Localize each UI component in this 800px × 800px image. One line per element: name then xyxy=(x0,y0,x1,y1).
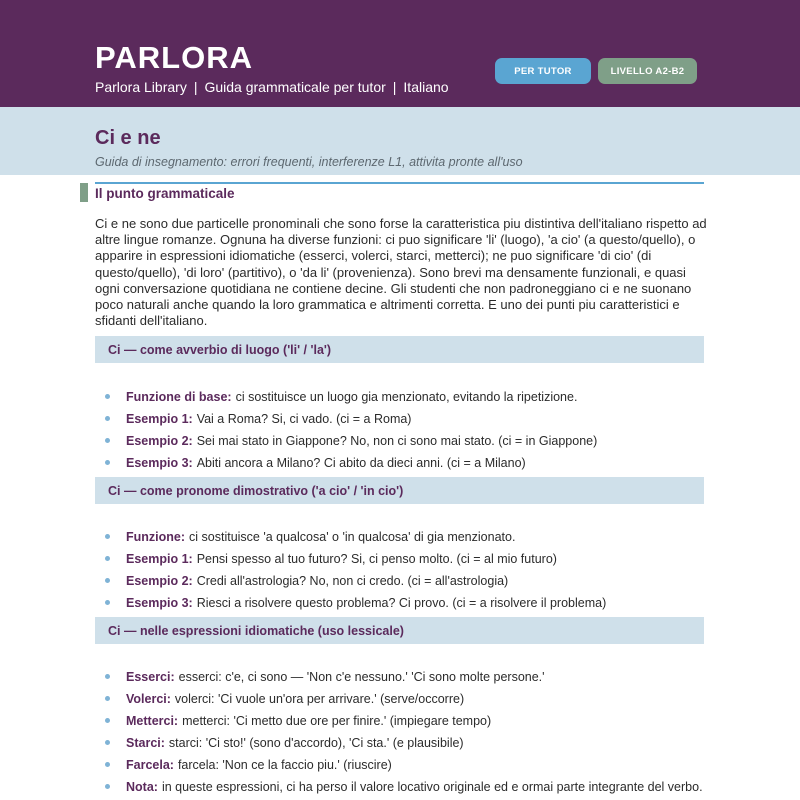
list-item xyxy=(105,390,705,405)
breadcrumb-separator: | xyxy=(193,79,198,95)
section-title: Il punto grammaticale xyxy=(95,186,235,201)
item-label: Esempio 1: xyxy=(126,552,193,566)
list-item xyxy=(105,780,705,795)
item-label: Funzione: xyxy=(126,530,186,544)
tutor-badge[interactable]: PER TUTOR xyxy=(495,58,591,84)
breadcrumb xyxy=(95,79,449,95)
list-item xyxy=(105,692,705,707)
item-label: Volerci: xyxy=(126,692,171,706)
item-text: Abiti ancora a Milano? Ci abito da dieci anni. (ci = a Milano) xyxy=(196,456,526,470)
intro-paragraph: Ci e ne sono due particelle pronominali che sono forse la caratteristica piu distintiva dell'italiano rispetto ad altre lingue romanze. Ognuna ha diverse funzioni: ci puo significare 'li' (luogo), 'a cio' (a questo/quello), o apparire in espressioni idiomatiche (esserci, volerci, starci, metterci); ne puo significare 'di cio' (di questo/quello), 'di loro' (partitivo), o 'da li' (provenienza). Sono brevi ma densamente funzionali, e quasi ogni conversazione quotidiana ne contiene decine. Gli studenti che non padroneggiano ci e ne suonano poco naturali anche quando la loro grammatica e altrimenti corretta. E uno dei punti piu caratteristici e sfidanti dell'italiano. xyxy=(95,216,707,329)
list-item xyxy=(105,552,705,567)
item-text: starci: 'Ci sto!' (sono d'accordo), 'Ci sta.' (e plausibile) xyxy=(168,736,464,750)
breadcrumb-separator: | xyxy=(392,79,397,95)
item-text: Riesci a risolvere questo problema? Ci provo. (ci = a risolvere il problema) xyxy=(196,596,607,610)
bullet-icon xyxy=(105,416,110,421)
bullet-icon xyxy=(105,556,110,561)
bullet-icon xyxy=(105,696,110,701)
item-label: Farcela: xyxy=(126,758,174,772)
page-subtitle: Guida di insegnamento: errori frequenti, interferenze L1, attivita pronte all'uso xyxy=(95,155,523,169)
list-item xyxy=(105,758,705,773)
list-item xyxy=(105,736,705,751)
subsection-heading-ci-dimostrativo: Ci — come pronome dimostrativo ('a cio' / 'in cio') xyxy=(95,477,704,504)
section-divider xyxy=(95,182,704,184)
breadcrumb-library[interactable]: Parlora Library xyxy=(95,79,187,95)
list-item xyxy=(105,434,705,449)
level-badge[interactable]: LIVELLO A2-B2 xyxy=(598,58,697,84)
item-text: volerci: 'Ci vuole un'ora per arrivare.' (serve/occorre) xyxy=(174,692,465,706)
bullet-icon xyxy=(105,762,110,767)
bullet-icon xyxy=(105,784,110,789)
bullet-icon xyxy=(105,394,110,399)
item-label: Esempio 1: xyxy=(126,412,193,426)
bullet-icon xyxy=(105,534,110,539)
item-label: Nota: xyxy=(126,780,158,794)
item-text: Vai a Roma? Si, ci vado. (ci = a Roma) xyxy=(196,412,412,426)
item-label: Esempio 3: xyxy=(126,596,193,610)
list-item xyxy=(105,530,705,545)
brand-logo[interactable]: PARLORA xyxy=(95,40,253,75)
item-text: in queste espressioni, ci ha perso il valore locativo originale ed e ormai parte integrante del verbo. xyxy=(161,780,703,794)
subsection-heading-ci-idiomatiche: Ci — nelle espressioni idiomatiche (uso lessicale) xyxy=(95,617,704,644)
list-item xyxy=(105,456,705,471)
item-label: Esempio 2: xyxy=(126,574,193,588)
item-label: Esempio 3: xyxy=(126,456,193,470)
bullet-icon xyxy=(105,718,110,723)
list-item xyxy=(105,714,705,729)
bullet-icon xyxy=(105,578,110,583)
bullet-icon xyxy=(105,460,110,465)
item-label: Starci: xyxy=(126,736,165,750)
bullet-list-ci-idiomatiche xyxy=(105,670,705,795)
item-text: ci sostituisce un luogo gia menzionato, evitando la ripetizione. xyxy=(235,390,578,404)
item-text: ci sostituisce 'a qualcosa' o 'in qualcosa' di gia menzionato. xyxy=(189,530,516,544)
breadcrumb-language[interactable]: Italiano xyxy=(403,79,449,95)
subsection-heading-ci-luogo: Ci — come avverbio di luogo ('li' / 'la') xyxy=(95,336,704,363)
item-text: Credi all'astrologia? No, non ci credo. (ci = all'astrologia) xyxy=(196,574,509,588)
list-item xyxy=(105,596,705,611)
bullet-icon xyxy=(105,600,110,605)
list-item xyxy=(105,574,705,589)
item-text: Pensi spesso al tuo futuro? Si, ci penso molto. (ci = al mio futuro) xyxy=(196,552,557,566)
item-text: Sei mai stato in Giappone? No, non ci sono mai stato. (ci = in Giappone) xyxy=(196,434,598,448)
item-label: Metterci: xyxy=(126,714,179,728)
item-label: Esempio 2: xyxy=(126,434,193,448)
bullet-list-ci-luogo xyxy=(105,390,705,471)
breadcrumb-guide[interactable]: Guida grammaticale per tutor xyxy=(204,79,386,95)
list-item xyxy=(105,412,705,427)
page-header xyxy=(0,0,800,107)
item-text: farcela: 'Non ce la faccio piu.' (riuscire) xyxy=(177,758,392,772)
list-item xyxy=(105,670,705,685)
item-text: esserci: c'e, ci sono — 'Non c'e nessuno.' 'Ci sono molte persone.' xyxy=(178,670,545,684)
bullet-icon xyxy=(105,674,110,679)
item-label: Esserci: xyxy=(126,670,175,684)
item-text: metterci: 'Ci metto due ore per finire.' (impiegare tempo) xyxy=(182,714,492,728)
page-title: Ci e ne xyxy=(95,127,161,149)
bullet-icon xyxy=(105,438,110,443)
section-marker xyxy=(80,183,88,202)
bullet-icon xyxy=(105,740,110,745)
item-label: Funzione di base: xyxy=(126,390,232,404)
bullet-list-ci-dimostrativo xyxy=(105,530,705,611)
